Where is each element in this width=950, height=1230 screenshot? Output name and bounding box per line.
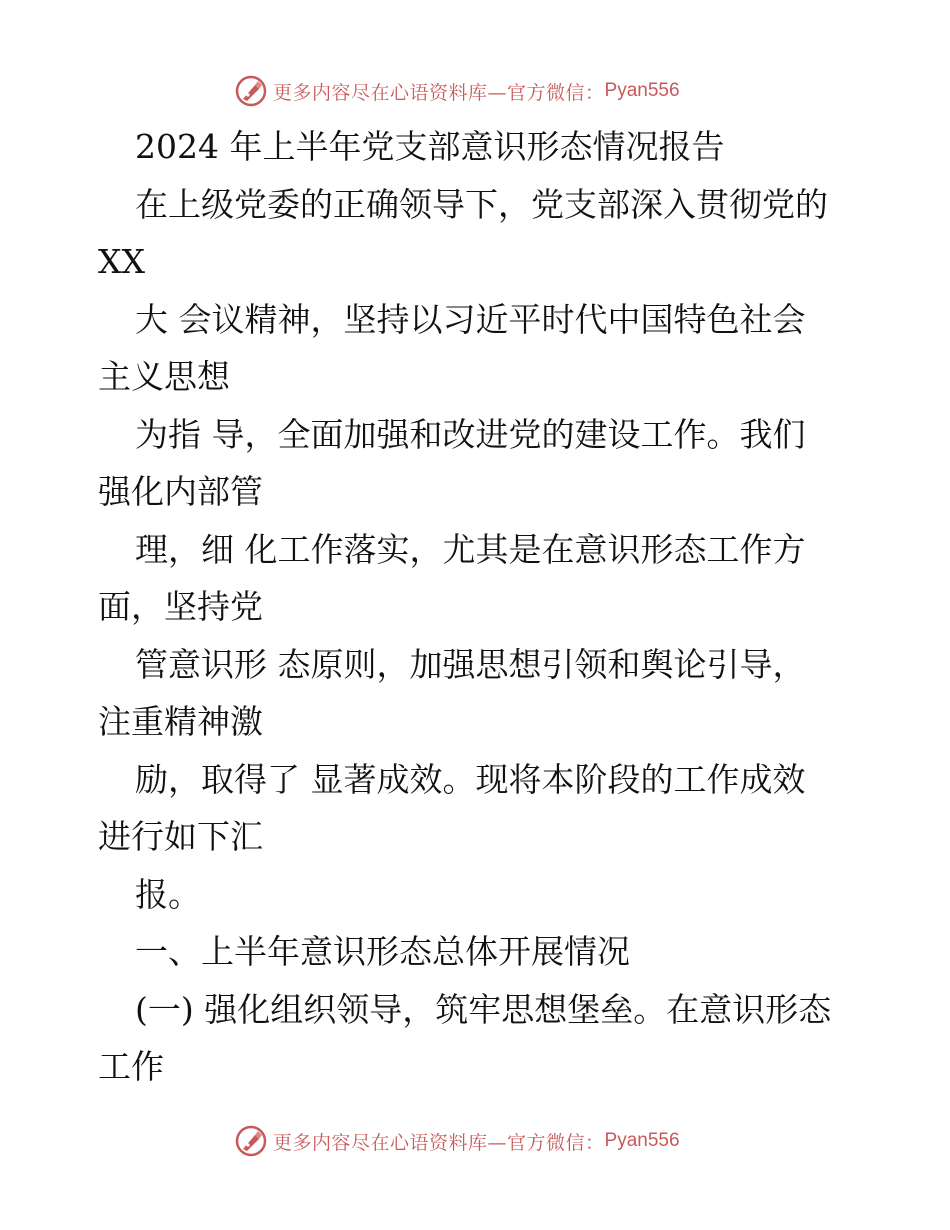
document-line: 进行如下汇 bbox=[98, 817, 263, 856]
pen-nib-logo-icon bbox=[234, 74, 268, 108]
document-line: 为指 导，全面加强和改进党的建设工作。我们 bbox=[135, 414, 806, 454]
document-line: XX bbox=[98, 242, 145, 281]
watermark-text: 更多内容尽在心语资料库—官方微信： bbox=[273, 1131, 605, 1154]
watermark-header bbox=[234, 73, 754, 109]
document-line: 工作 bbox=[98, 1047, 164, 1086]
pen-nib-logo-icon bbox=[234, 1124, 268, 1158]
document-line: 励，取得了 显著成效。现将本阶段的工作成效 bbox=[135, 759, 806, 799]
document-line: 管意识形 态原则，加强思想引领和舆论引导， bbox=[135, 644, 806, 684]
document-line: (一) 强化组织领导，筑牢思想堡垒。在意识形态 bbox=[135, 989, 832, 1029]
watermark-handle: Pyan556 bbox=[604, 1130, 680, 1151]
document-body bbox=[98, 118, 858, 1096]
document-line: 主义思想 bbox=[98, 357, 230, 396]
watermark-footer bbox=[234, 1123, 754, 1159]
document-line: 大 会议精神，坚持以习近平时代中国特色社会 bbox=[135, 299, 806, 339]
document-line: 面，坚持党 bbox=[98, 587, 263, 626]
watermark-handle: Pyan556 bbox=[604, 80, 680, 101]
document-line: 强化内部管 bbox=[98, 472, 263, 511]
document-line: 2024 年上半年党支部意识形态情况报告 bbox=[135, 127, 725, 166]
watermark-text: 更多内容尽在心语资料库—官方微信： bbox=[273, 81, 605, 104]
document-line: 注重精神激 bbox=[98, 702, 263, 741]
document-line: 报。 bbox=[135, 874, 201, 914]
document-line: 在上级党委的正确领导下，党支部深入贯彻党的 bbox=[135, 184, 828, 224]
document-line: 一、上半年意识形态总体开展情况 bbox=[135, 932, 630, 971]
document-line: 理，细 化工作落实，尤其是在意识形态工作方 bbox=[135, 529, 806, 569]
